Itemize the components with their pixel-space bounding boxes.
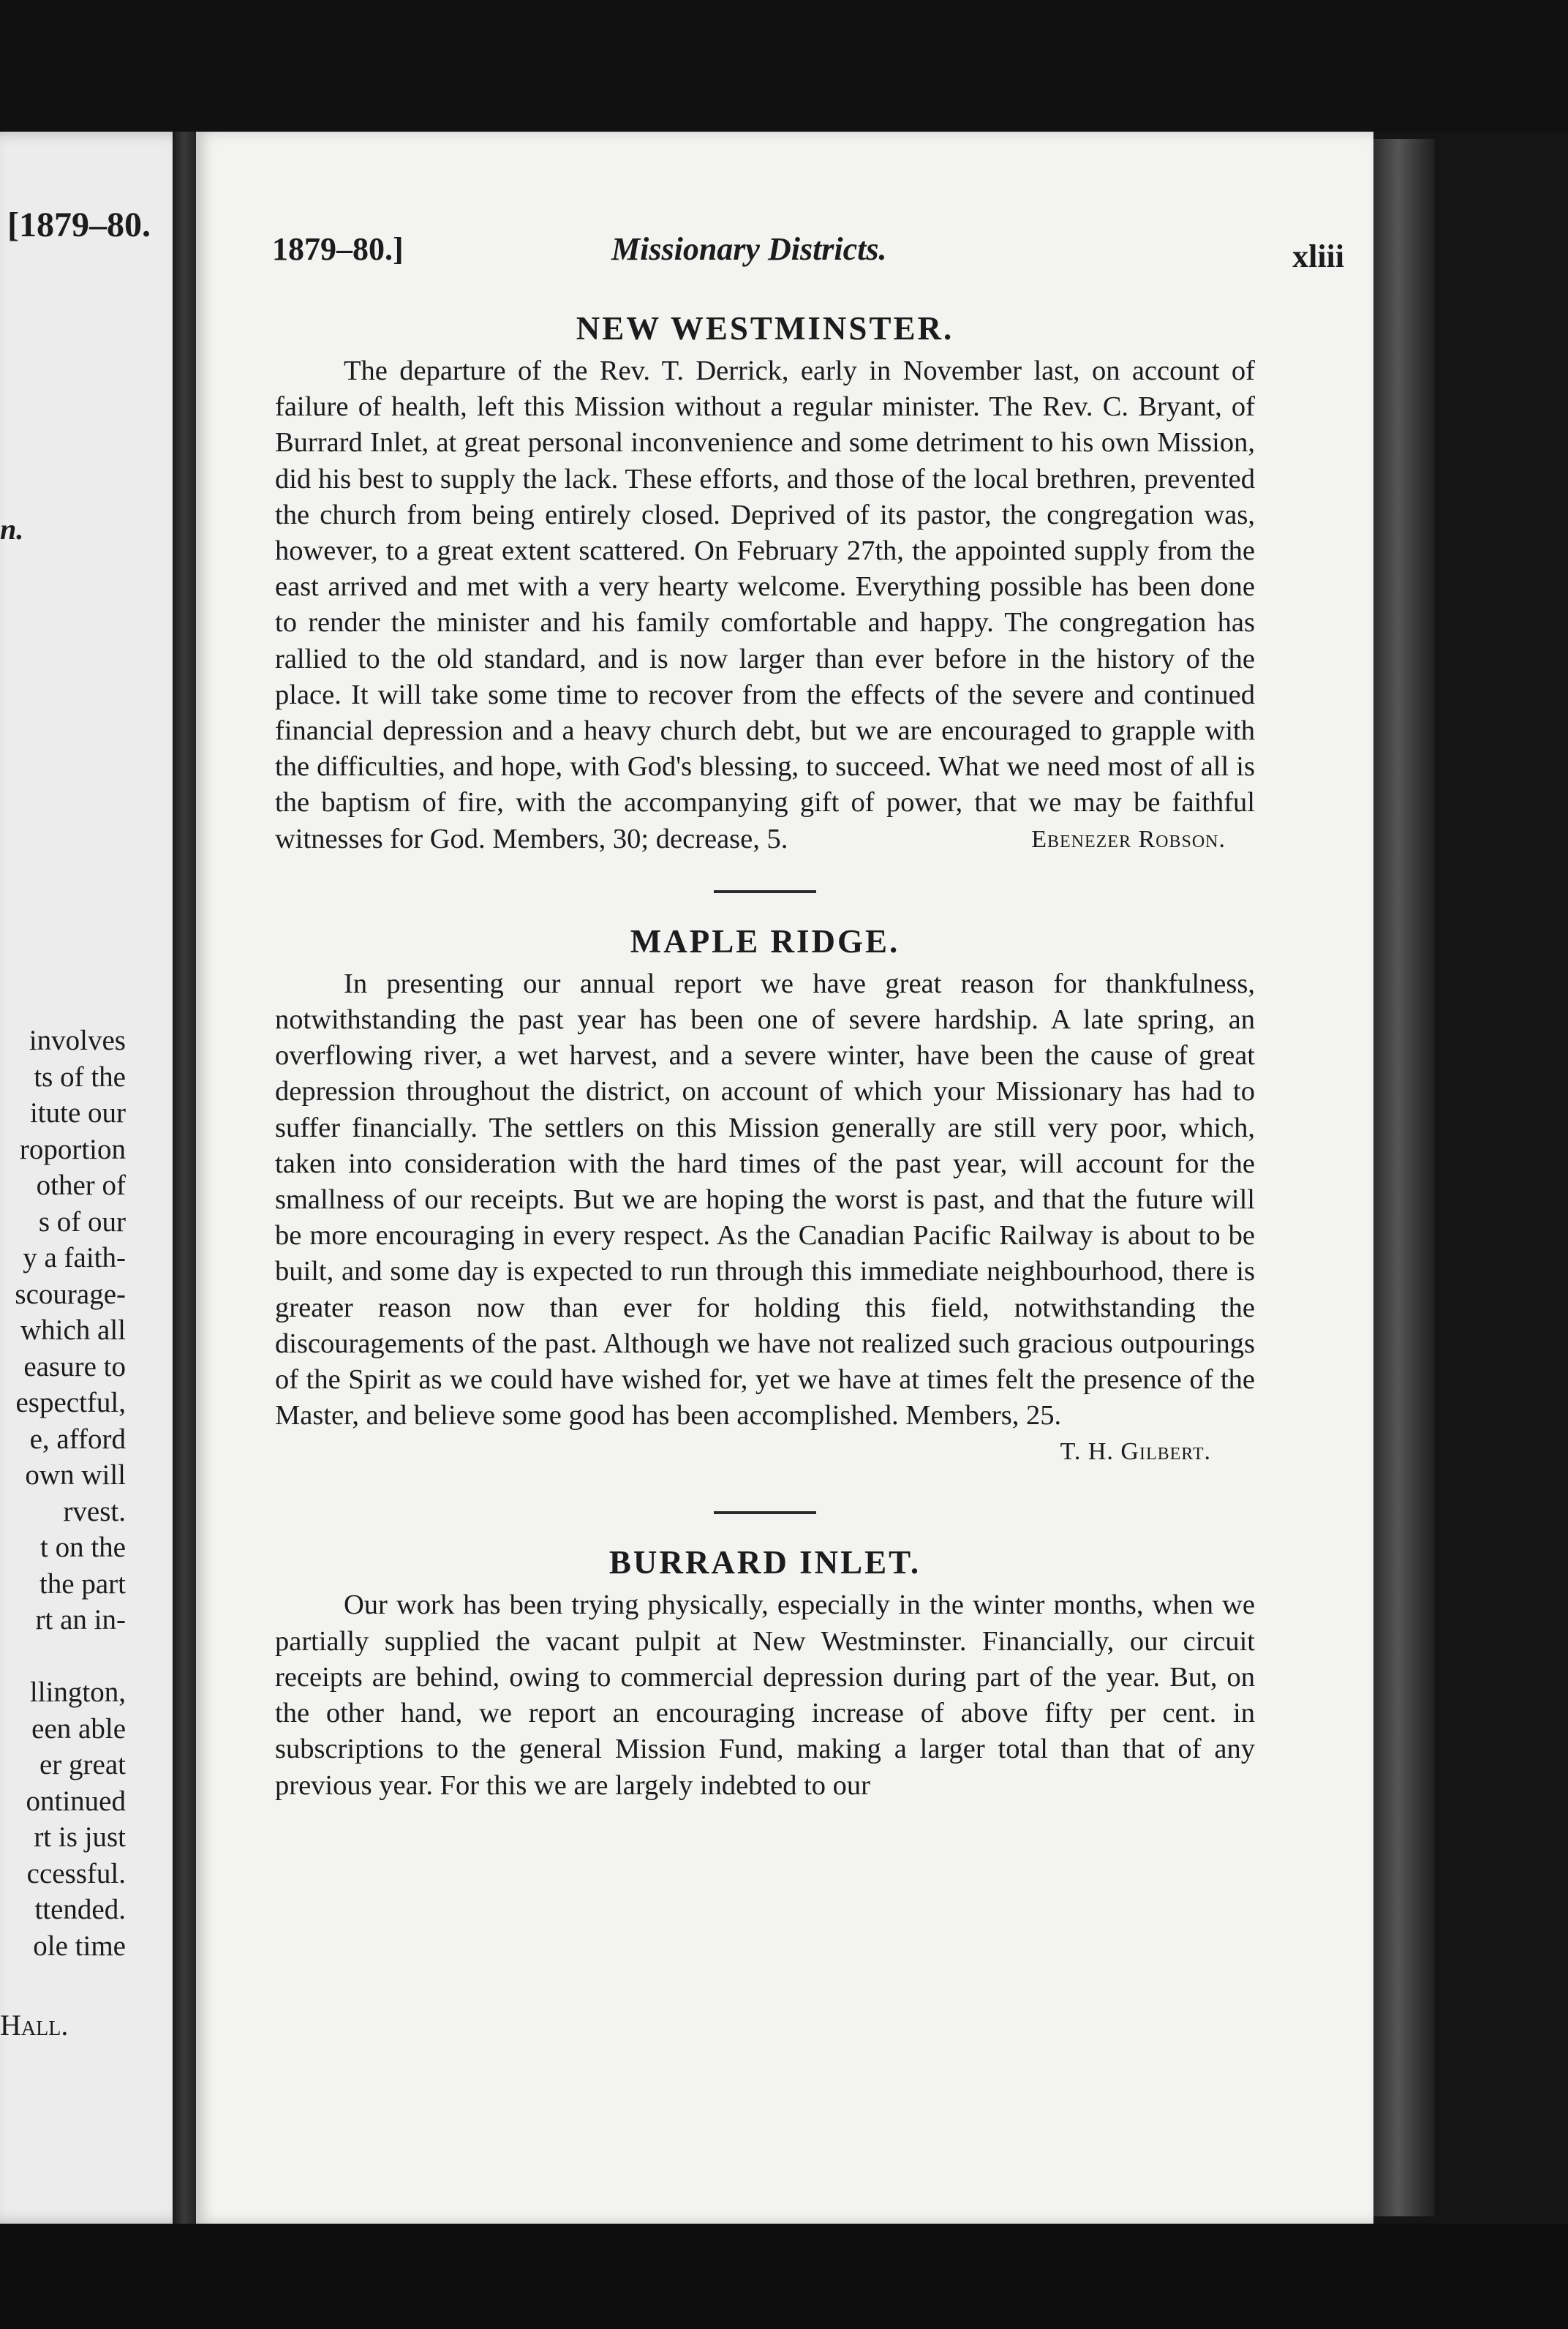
section-maple-ridge <box>275 917 1255 1471</box>
previous-page-line: een able <box>31 1712 126 1745</box>
previous-page-line: rt an in- <box>35 1604 126 1636</box>
previous-page-line: ontinued <box>26 1785 126 1817</box>
previous-page-line: itute our <box>29 1097 126 1129</box>
section-body: In presenting our annual report we have great reason for thankfulness, notwithstanding the past year has been one of severe hardship. A late spring, an overflowing river, a wet harvest, and a severe winter, have been the cause of great depression throughout the district, on account of which your Missionary has had to suffer financially. The settlers on this Mission generally are still very poor, which, taken into consideration with the hard times of the past year, will account for the smallness of our receipts. But we are hoping the worst is past, and that the future will be more encouraging in every respect. As the Canadian Pacific Railway is about to be built, and some day is expected to run through this immediate neighbourhood, there is greater reason now than ever for holding this field, notwithstanding the discouragements of the past. Although we have not realized such gracious outpourings of the Spirit as we could have wished for, yet we have at times felt the presence of the Master, and believe some good has been accomplished. Members, 25. <box>275 968 1255 1431</box>
previous-page-line: ttended. <box>34 1894 126 1925</box>
section-signature: Ebenezer Robson. <box>1031 825 1226 853</box>
section-divider <box>714 890 816 893</box>
section-divider <box>714 1511 816 1514</box>
previous-page-line: other of <box>36 1170 126 1201</box>
section-burrard-inlet <box>275 1538 1255 1803</box>
running-head-title: Missionary Districts. <box>611 231 887 267</box>
previous-page-line: roportion <box>19 1133 126 1165</box>
previous-page-line: own will <box>25 1459 126 1491</box>
running-head <box>196 230 1373 289</box>
section-new-westminster <box>275 304 1255 858</box>
section-body: Our work has been trying physically, especially in the winter months, when we partially supplied the vacant pulpit at New Westminster. Financially, our circuit receipts are behind, owing to commercial depression during part of the year. But, on the other hand, we report an encouraging increase of above fifty per cent. in subscriptions to the general Mission Fund, making a larger total than that of any previous year. For this we are largely indebted to our <box>275 1589 1255 1801</box>
page-edge <box>1373 139 1435 2216</box>
previous-page-line: the part <box>39 1568 126 1600</box>
page-content <box>275 304 1255 1804</box>
previous-page-line: e, afford <box>29 1423 126 1455</box>
section-title: NEW WESTMINSTER. <box>576 310 954 347</box>
book-gutter <box>173 132 197 2224</box>
previous-page-line: ole time <box>33 1930 126 1962</box>
previous-page-text-fragments <box>0 1023 192 1964</box>
previous-page-line: y a faith- <box>23 1242 126 1273</box>
section-title: MAPLE RIDGE. <box>630 922 900 960</box>
previous-page-line: espectful, <box>15 1387 126 1418</box>
previous-page-line: er great <box>39 1749 126 1780</box>
section-signature: T. H. Gilbert. <box>1060 1438 1211 1466</box>
section-title: BURRARD INLET. <box>608 1544 921 1581</box>
previous-page-line: rt is just <box>34 1821 126 1853</box>
running-head-year: 1879–80.] <box>272 231 404 267</box>
previous-page-line: ccessful. <box>26 1857 126 1889</box>
previous-page-line: ts of the <box>34 1061 126 1093</box>
section-body: The departure of the Rev. T. Derrick, early in November last, on account of failure of health, left this Mission without a regular minister. The Rev. C. Bryant, of Burrard Inlet, at great personal inconvenience and some detriment to his own Mission, did his best to supply the lack. These efforts, and those of the local brethren, prevented the church from being entirely closed. Deprived of its pastor, the congregation was, however, to a great extent scattered. On February 27th, the appointed supply from the east arrived and met with a very hearty welcome. Everything possible has been done to render the minister and his family comfortable and happy. The congregation has rallied to the old standard, and is now larger than ever before in the history of the place. It will take some time to recover from the effects of the severe and continued financial depression and a heavy church debt, but we are encouraged to grapple with the difficulties, and hope, with God's blessing, to succeed. What we need most of all is the baptism of fire, with the accompanying gift of power, that we may be faithful witnesses for God. Members, 30; decrease, 5. <box>275 355 1255 854</box>
previous-page-signature: Hall. <box>0 2009 69 2042</box>
previous-page-line: scourage- <box>15 1278 126 1310</box>
previous-page-line: llington, <box>29 1677 126 1708</box>
previous-page-header: [1879–80. <box>7 206 151 244</box>
previous-page-line: rvest. <box>63 1495 126 1527</box>
previous-page <box>0 132 192 2224</box>
previous-page-fragment-n: n. <box>0 513 24 546</box>
previous-page-line: which all <box>20 1314 126 1346</box>
scan-background-bottom <box>0 2224 1568 2329</box>
current-page <box>196 132 1373 2224</box>
previous-page-line: s of our <box>38 1205 126 1238</box>
scan-background-top <box>0 0 1568 132</box>
previous-page-line: easure to <box>23 1350 126 1382</box>
previous-page-line: involves <box>29 1025 126 1056</box>
previous-page-line: t on the <box>40 1532 126 1563</box>
previous-page-line <box>0 1638 192 1675</box>
page-number: xliii <box>1292 238 1344 274</box>
